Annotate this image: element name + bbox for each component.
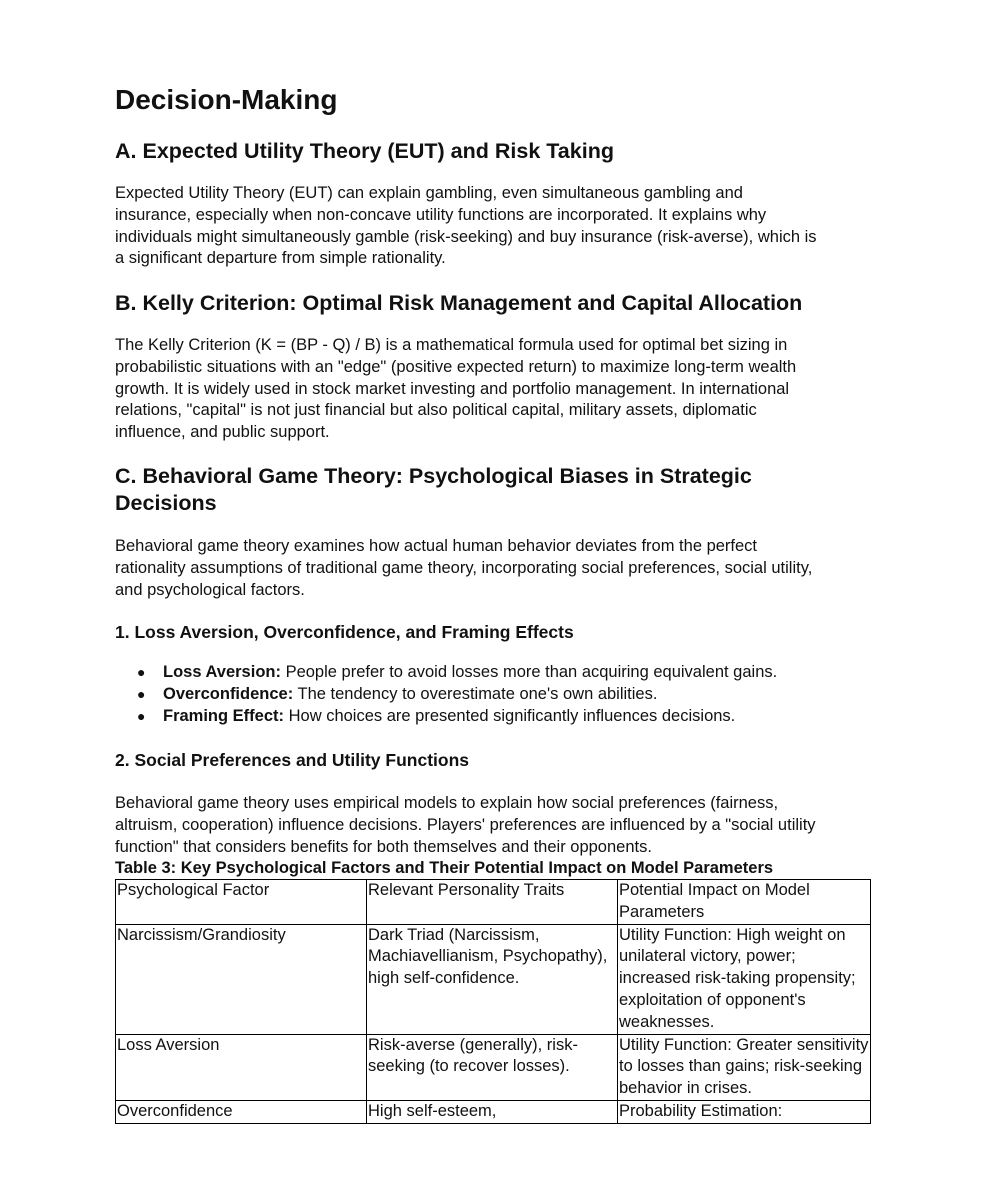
bullet-term: Overconfidence:	[163, 684, 294, 703]
text-line: The Kelly Criterion (K = (BP - Q) / B) is a mathematical formula used for optimal bet sizing in	[115, 336, 788, 354]
text-line: and psychological factors.	[115, 580, 305, 599]
table-cell-impact: Utility Function: Greater sensitivity to losses than gains; risk-seeking behavior in crises.	[618, 1034, 871, 1100]
section-b-paragraph	[115, 335, 875, 444]
text-line: growth. It is widely used in stock market investing and portfolio management. In international	[115, 379, 790, 398]
list-item	[115, 684, 875, 706]
table-row	[116, 1034, 871, 1100]
text-line: rationality assumptions of traditional game theory, incorporating social preferences, social utility,	[115, 558, 813, 577]
psychological-factors-table	[115, 879, 871, 1124]
bullet-list	[115, 662, 875, 727]
text-line: altruism, cooperation) influence decisions. Players' preferences are influenced by a "social utility	[115, 815, 816, 834]
section-c-paragraph	[115, 536, 875, 601]
subsection-2-heading: 2. Social Preferences and Utility Functions	[115, 750, 469, 770]
section-c-heading	[115, 463, 752, 517]
bullet-text: People prefer to avoid losses more than acquiring equivalent gains.	[280, 663, 778, 681]
bullet-icon: ●	[137, 707, 146, 724]
text-line: Behavioral game theory examines how actual human behavior deviates from the perfect	[115, 537, 758, 555]
section-b-heading: B. Kelly Criterion: Optimal Risk Management and Capital Allocation	[115, 291, 803, 315]
table-row	[116, 924, 871, 1034]
text-line: influence, and public support.	[115, 423, 330, 442]
text-line: relations, "capital" is not just financial but also political capital, military assets, diplomatic	[115, 401, 757, 420]
subsection-1-heading: 1. Loss Aversion, Overconfidence, and Framing Effects	[115, 622, 574, 642]
text-line: probabilistic situations with an "edge" (positive expected return) to maximize long-term wealth	[115, 357, 797, 376]
table-cell-impact: Utility Function: High weight on unilateral victory, power; increased risk-taking propensity; exploitation of opponent's weaknesses.	[618, 924, 871, 1034]
table-cell-traits: Dark Triad (Narcissism, Machiavellianism, Psychopathy), high self-confidence.	[367, 924, 618, 1034]
bullet-text: How choices are presented significantly influences decisions.	[284, 706, 736, 725]
heading-line: Decisions	[115, 491, 217, 515]
table-cell-factor: Overconfidence	[116, 1100, 367, 1123]
bullet-text: The tendency to overestimate one's own abilities.	[293, 684, 658, 703]
text-line: individuals might simultaneously gamble (risk-seeking) and buy insurance (risk-averse), which is	[115, 227, 817, 246]
section-a-paragraph	[115, 183, 875, 270]
list-item	[115, 706, 875, 728]
subsection-2-paragraph	[115, 793, 875, 858]
text-line: Behavioral game theory uses empirical models to explain how social preferences (fairness,	[115, 794, 779, 812]
bullet-term: Loss Aversion:	[163, 663, 281, 681]
bullet-icon: ●	[137, 664, 146, 680]
document-title: Decision-Making	[115, 84, 338, 115]
table-cell-factor: Loss Aversion	[116, 1034, 367, 1100]
bullet-icon: ●	[137, 685, 146, 702]
table-cell-factor: Narcissism/Grandiosity	[116, 924, 367, 1034]
table-row	[116, 1100, 871, 1123]
bullet-term: Framing Effect:	[163, 706, 285, 725]
column-header: Relevant Personality Traits	[367, 880, 618, 925]
table-cell-traits: Risk-averse (generally), risk-seeking (to recover losses).	[367, 1034, 618, 1100]
table-cell-impact: Probability Estimation:	[618, 1100, 871, 1123]
text-line: a significant departure from simple rationality.	[115, 249, 446, 268]
table-cell-traits: High self-esteem,	[367, 1100, 618, 1123]
text-line: function" that considers benefits for both themselves and their opponents.	[115, 837, 652, 856]
column-header: Potential Impact on Model Parameters	[618, 880, 871, 925]
heading-line: C. Behavioral Game Theory: Psychological Biases in Strategic	[115, 464, 752, 488]
column-header: Psychological Factor	[116, 880, 367, 925]
table-caption: Table 3: Key Psychological Factors and Their Potential Impact on Model Parameters	[115, 859, 774, 877]
list-item	[115, 662, 875, 684]
text-line: Expected Utility Theory (EUT) can explain gambling, even simultaneous gambling and	[115, 184, 743, 202]
section-a-heading: A. Expected Utility Theory (EUT) and Risk Taking	[115, 139, 614, 163]
table-header-row	[116, 880, 871, 925]
text-line: insurance, especially when non-concave utility functions are incorporated. It explains why	[115, 205, 767, 224]
